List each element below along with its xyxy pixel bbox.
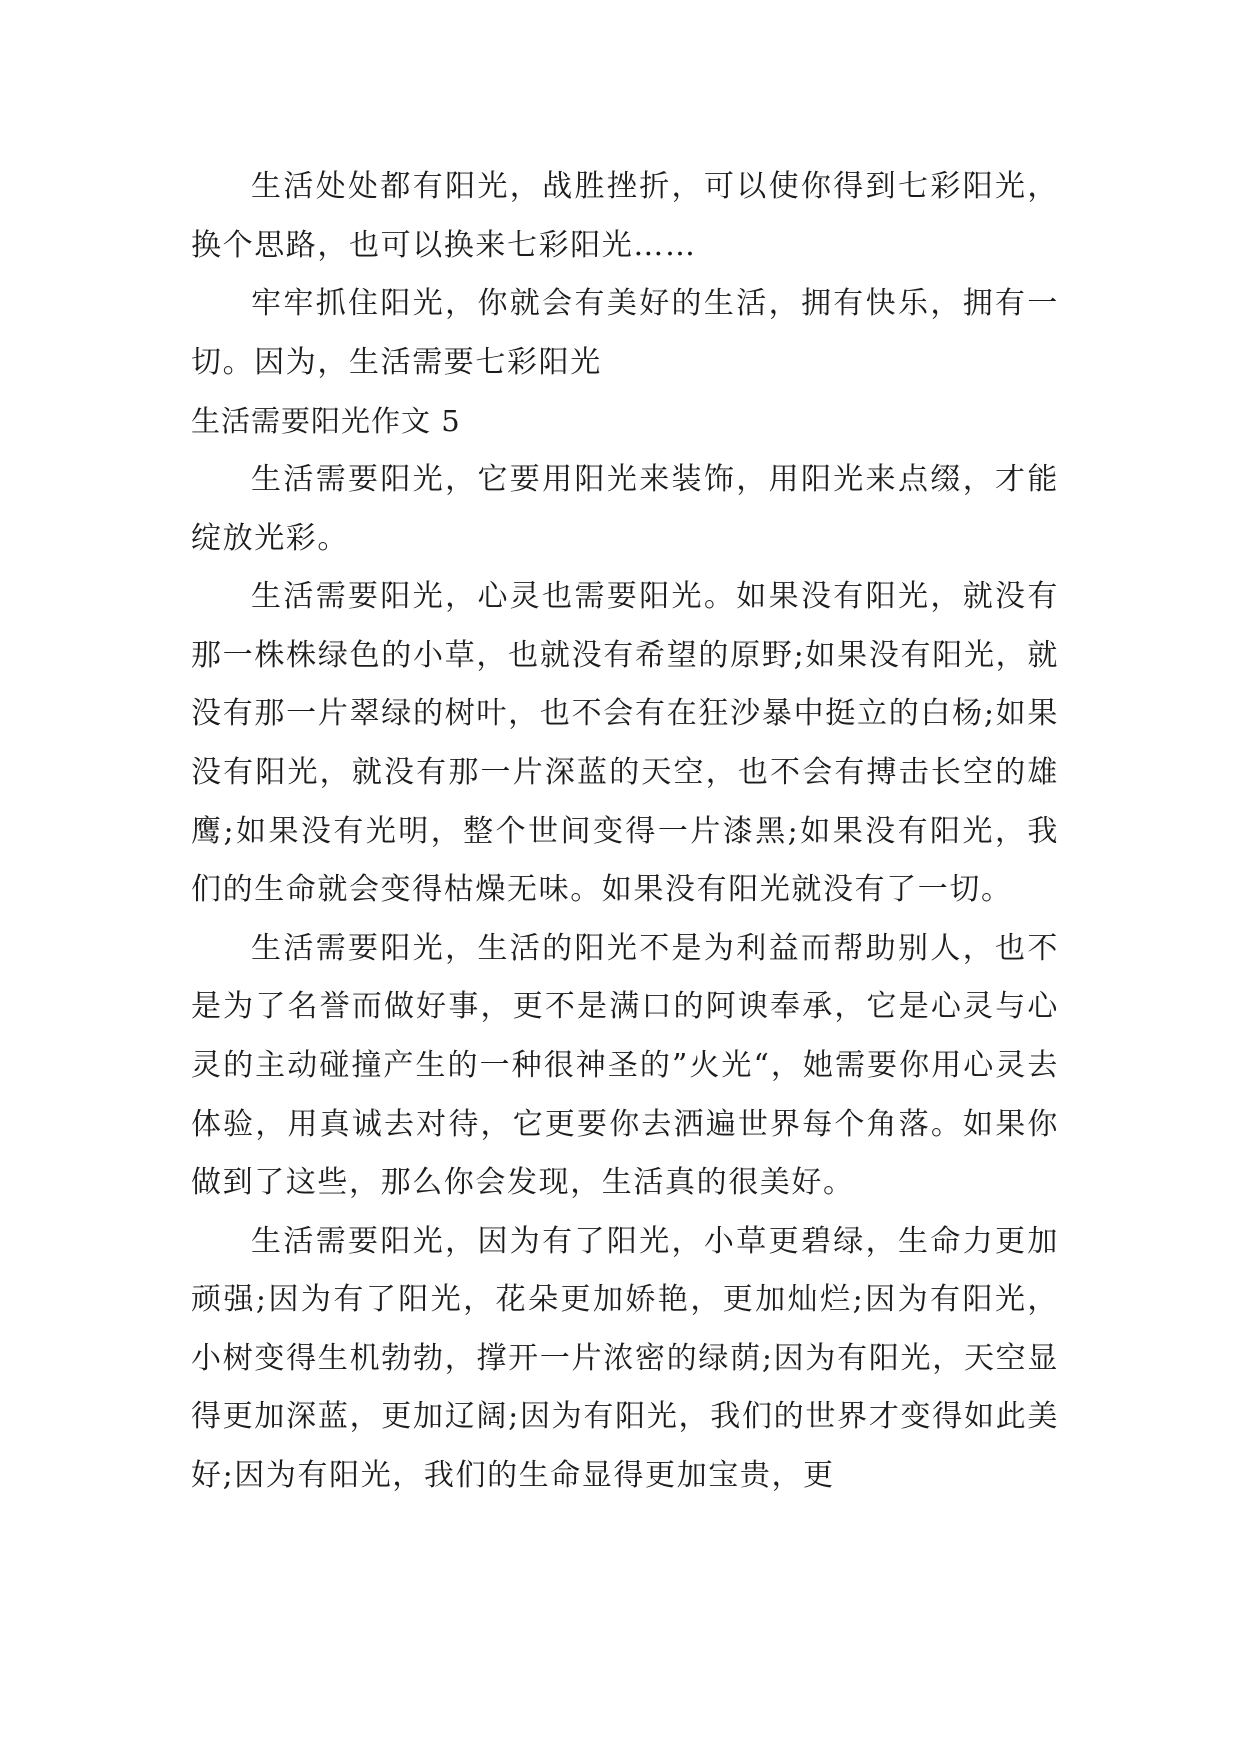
paragraph-3: 生活需要阳光，它要用阳光来装饰，用阳光来点缀，才能绽放光彩。 bbox=[191, 461, 1059, 556]
section-heading: 生活需要阳光作文 5 bbox=[191, 404, 461, 439]
paragraph-2: 牢牢抓住阳光，你就会有美好的生活，拥有快乐，拥有一切。因为，生活需要七彩阳光 bbox=[191, 286, 1059, 380]
paragraph-5: 生活需要阳光，生活的阳光不是为利益而帮助别人，也不是为了名誉而做好事，更不是满口的阿谀奉承，它是心灵与心灵的主动碰撞产生的一种很神圣的”火光“，她需要你用心灵去体验，用真诚去对待，它更要你去洒遍世界每个角落。如果你做到了这些，那么你会发现，生活真的很美好。 bbox=[191, 930, 1059, 1201]
paragraph-1: 生活处处都有阳光，战胜挫折，可以使你得到七彩阳光，换个思路，也可以换来七彩阳光…… bbox=[191, 169, 1059, 263]
document-body bbox=[191, 158, 1059, 1506]
paragraph-6: 生活需要阳光，因为有了阳光，小草更碧绿，生命力更加顽强;因为有了阳光，花朵更加娇艳，更加灿烂;因为有阳光，小树变得生机勃勃，撑开一片浓密的绿荫;因为有阳光，天空显得更加深蓝，更加辽阔;因为有阳光，我们的世界才变得如此美好;因为有阳光，我们的生命显得更加宝贵，更 bbox=[191, 1223, 1059, 1494]
paragraph-4: 生活需要阳光，心灵也需要阳光。如果没有阳光，就没有那一株株绿色的小草，也就没有希望的原野;如果没有阳光，就没有那一片翠绿的树叶，也不会有在狂沙暴中挺立的白杨;如果没有阳光，就没有那一片深蓝的天空，也不会有搏击长空的雄鹰;如果没有光明，整个世间变得一片漆黑;如果没有阳光，我们的生命就会变得枯燥无味。如果没有阳光就没有了一切。 bbox=[191, 579, 1059, 908]
